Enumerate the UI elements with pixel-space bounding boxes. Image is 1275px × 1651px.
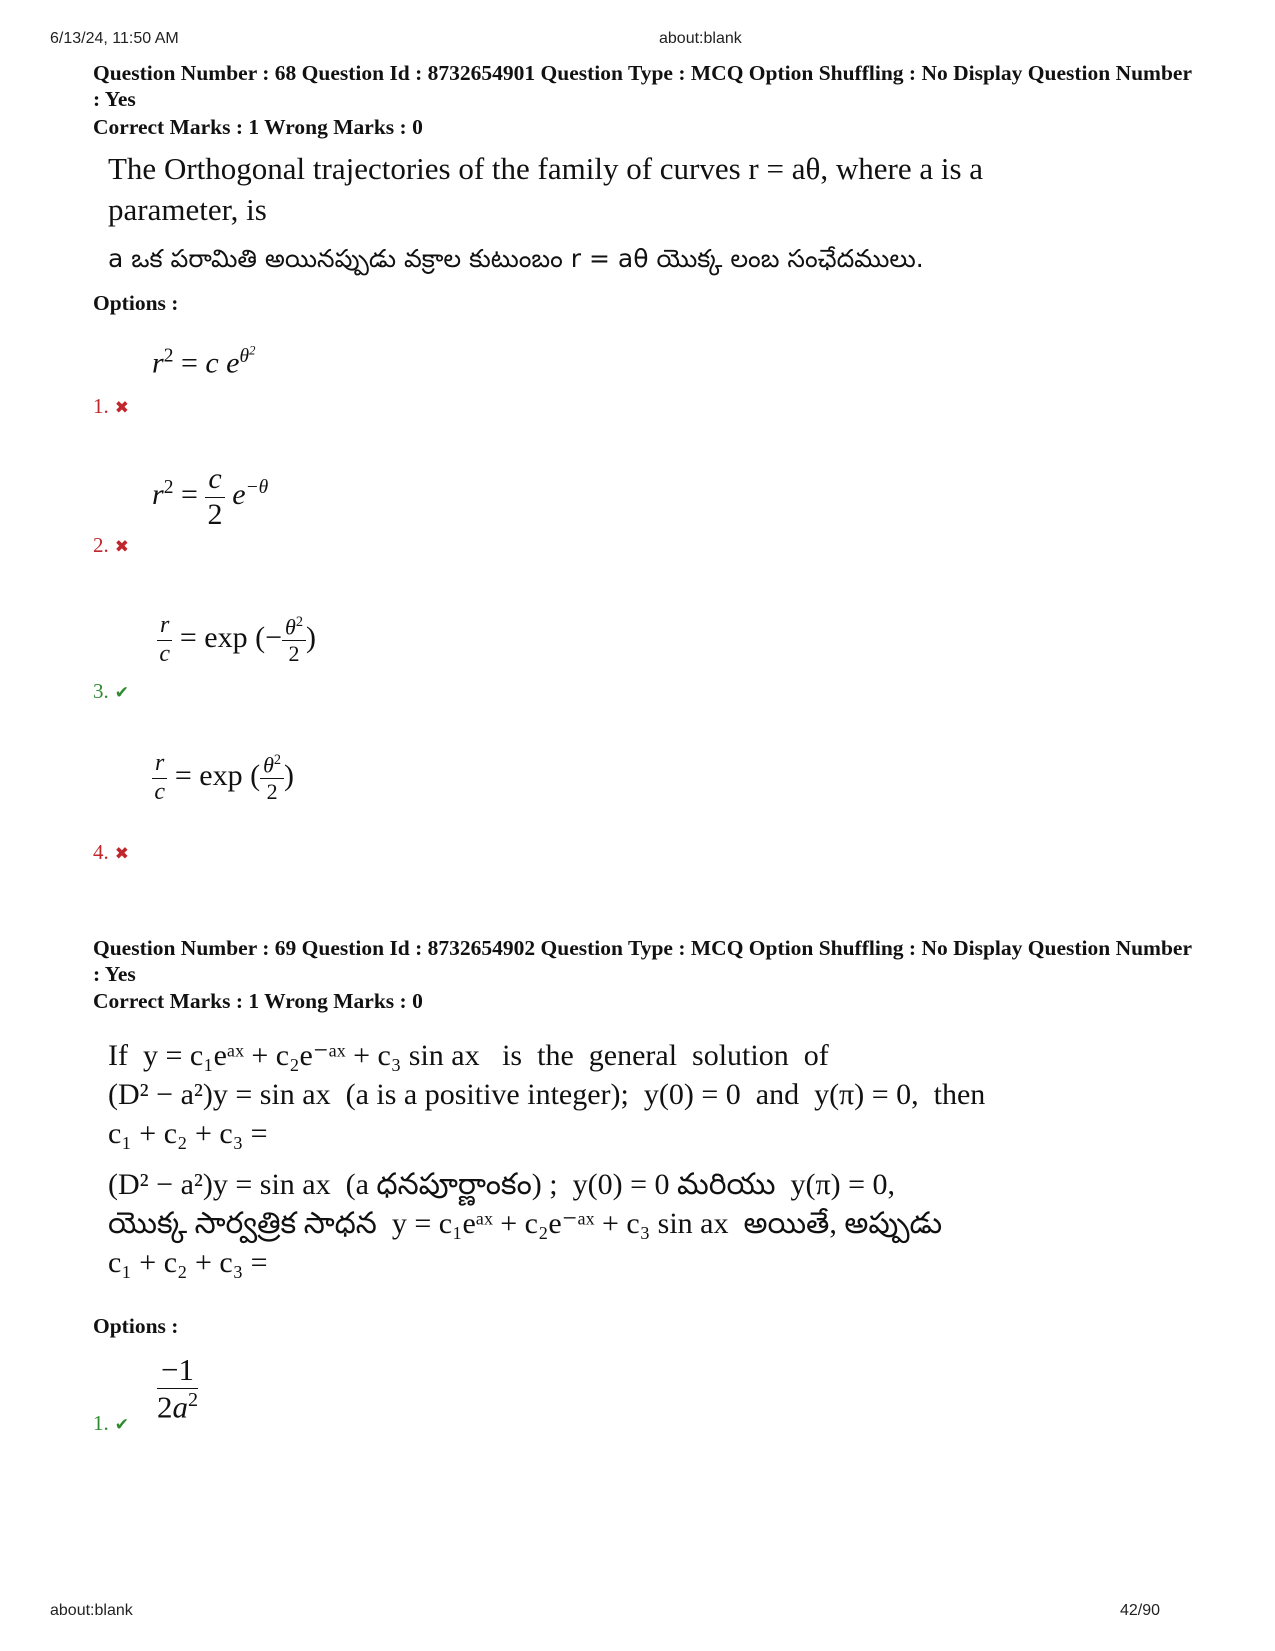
q68-option-1-number: 1. ✖ <box>93 394 129 418</box>
question-68-marks: Correct Marks : 1 Wrong Marks : 0 <box>93 115 423 139</box>
question-68-stem-te: a ఒక పరామితి అయినప్పుడు వక్రాల కుటుంబం r = aθ యొక్క లంబ సంఛేదములు. <box>108 244 924 273</box>
print-footer-url: about:blank <box>50 1602 133 1619</box>
q68-option-4-formula: $\frac{r}{c}$ = exp ( $\frac{\theta^2}{2}$ ) <box>152 750 294 806</box>
question-69-stem-en-1: If y = c₁eᵃˣ + c₂e⁻ᵃˣ + c₃ sin ax is the general solution of <box>108 1039 829 1072</box>
question-68-options-label: Options : <box>93 291 179 315</box>
question-68-stem-en-1: The Orthogonal trajectories of the family of curves r = aθ, where a is a <box>108 151 984 186</box>
question-69-stem-te-3: c₁ + c₂ + c₃ = <box>108 1246 268 1279</box>
correct-icon: ✔ <box>114 1415 129 1435</box>
print-timestamp: 6/13/24, 11:50 AM <box>50 30 179 47</box>
question-68-meta: Question Number : 68 Question Id : 8732654901 Question Type : MCQ Option Shuffling : No Display Question Number : Yes <box>93 61 1192 111</box>
q68-option-2-formula: $r^2$ = $\frac{c}{2}$ $e^{-\theta}$ <box>152 462 269 531</box>
print-title: about:blank <box>659 30 742 47</box>
question-69-stem-en-2: (D² − a²)y = sin ax (a is a positive integer); y(0) = 0 and y(π) = 0, then <box>108 1078 986 1111</box>
correct-icon: ✔ <box>114 683 129 703</box>
question-69-stem-en-3: c₁ + c₂ + c₃ = <box>108 1117 268 1150</box>
q69-option-1-number: 1. ✔ <box>93 1411 129 1435</box>
question-68-stem-en-2: parameter, is <box>108 192 267 227</box>
wrong-icon: ✖ <box>114 844 129 864</box>
question-69-stem <box>108 1036 1148 1282</box>
wrong-icon: ✖ <box>114 398 129 418</box>
q68-option-2-number: 2. ✖ <box>93 533 129 557</box>
question-68-stem <box>108 148 1148 279</box>
question-69-stem-te-1: (D² − a²)y = sin ax (a ధనపూర్ణాంకం) ; y(0) = 0 మరియు y(π) = 0, <box>108 1168 896 1201</box>
q68-option-3-number: 3. ✔ <box>93 679 129 703</box>
wrong-icon: ✖ <box>114 537 129 557</box>
q68-option-4-number: 4. ✖ <box>93 840 129 864</box>
q68-option-3-formula: $\frac{r}{c}$ = exp (− $\frac{\theta^2}{2}$ ) <box>157 612 316 668</box>
question-69-marks: Correct Marks : 1 Wrong Marks : 0 <box>93 989 423 1013</box>
print-page-number: 42/90 <box>1120 1602 1161 1619</box>
question-69-stem-te-2: యొక్క సార్వత్రిక సాధన y = c₁eᵃˣ + c₂e⁻ᵃˣ + c₃ sin ax అయితే, అప్పుడు <box>108 1207 943 1240</box>
q68-option-1-formula: $r^2 = c$ $e^{\theta^2}$ <box>152 343 256 380</box>
question-69-options-label: Options : <box>93 1314 179 1338</box>
question-69-meta: Question Number : 69 Question Id : 8732654902 Question Type : MCQ Option Shuffling : No Display Question Number : Yes <box>93 936 1192 986</box>
q69-option-1-formula: $\frac{-1}{2a^2}$ <box>157 1352 199 1424</box>
